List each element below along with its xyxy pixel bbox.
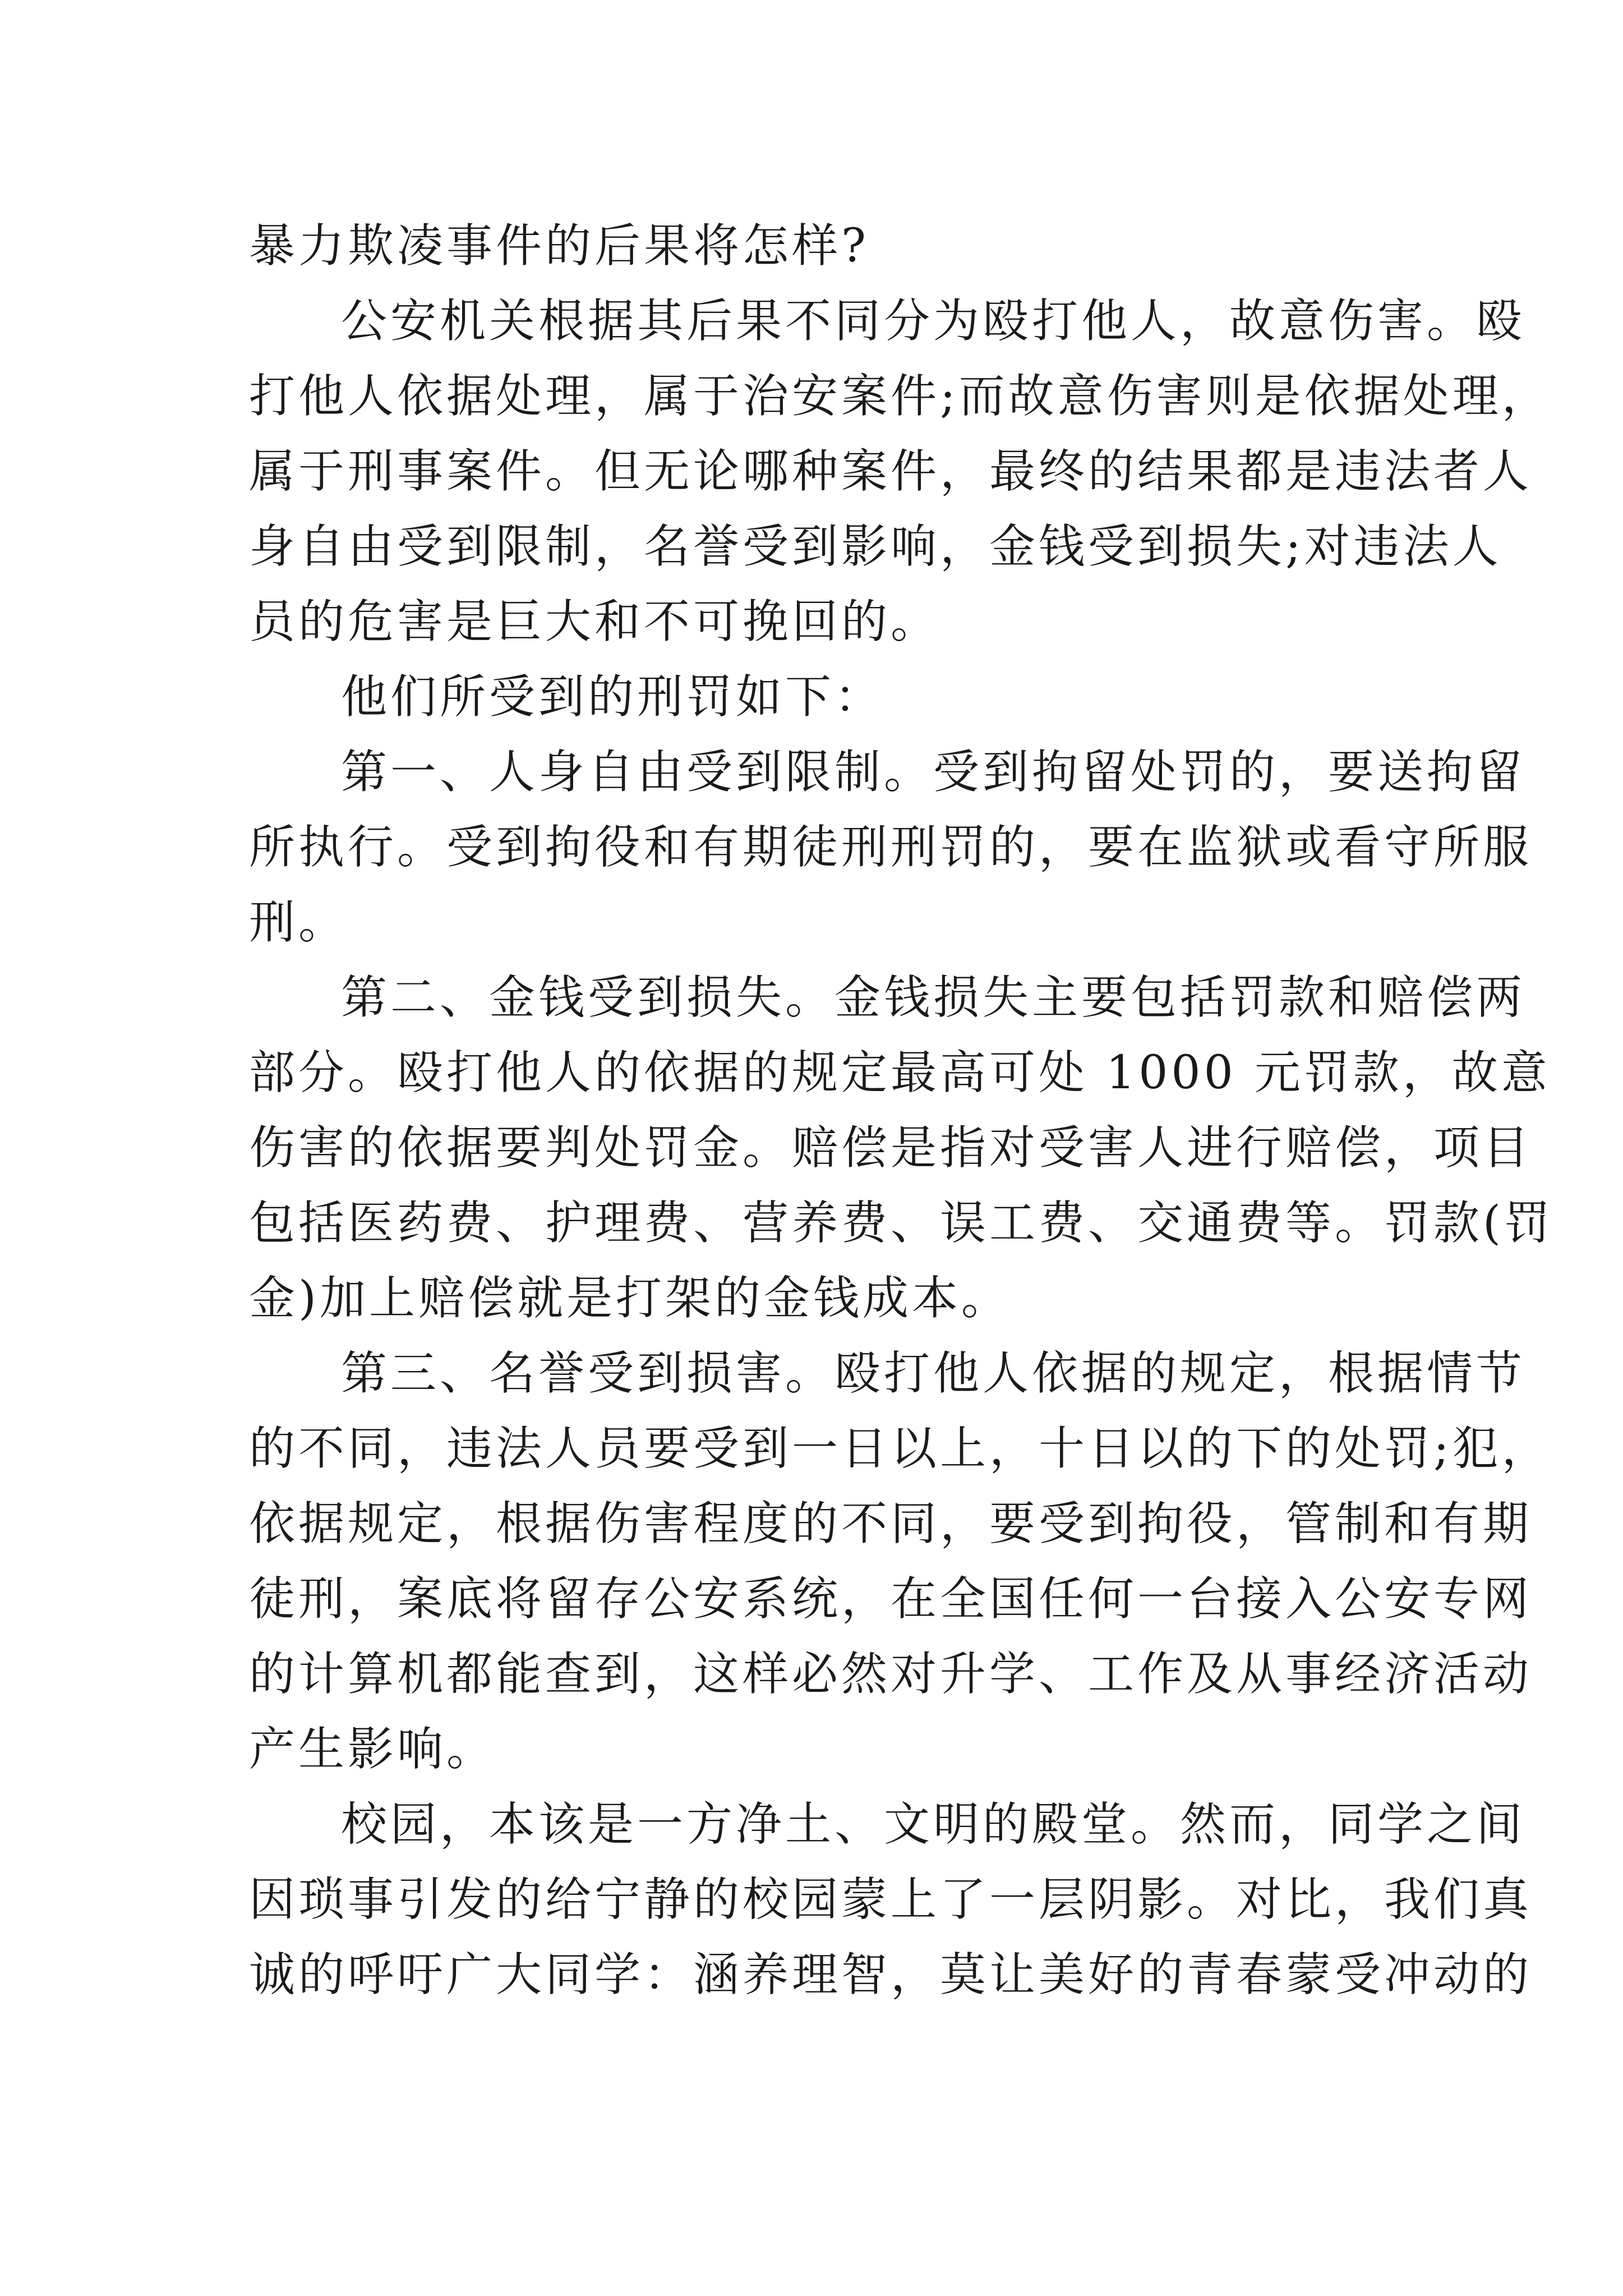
doc-line: 第一、人身自由受到限制。受到拘留处罚的，要送拘留 — [341, 746, 1526, 799]
doc-line: 身自由受到限制，名誉受到影响，金钱受到损失;对违法人 — [249, 520, 1502, 573]
doc-line: 徒刑，案底将留存公安系统，在全国任何一台接入公安专网 — [249, 1572, 1533, 1626]
doc-line: 的计算机都能查到，这样必然对升学、工作及从事经济活动 — [249, 1648, 1533, 1701]
doc-line: 员的危害是巨大和不可挽回的。 — [249, 595, 940, 648]
doc-line: 依据规定，根据伤害程度的不同，要受到拘役，管制和有期 — [249, 1497, 1533, 1550]
doc-line: 伤害的依据要判处罚金。赔偿是指对受害人进行赔偿，项目 — [249, 1121, 1533, 1175]
doc-line: 的不同，违法人员要受到一日以上，十日以的下的处罚;犯， — [249, 1422, 1551, 1475]
doc-line: 金)加上赔偿就是打架的金钱成本。 — [249, 1272, 1011, 1325]
doc-line: 属于刑事案件。但无论哪种案件，最终的结果都是违法者人 — [249, 445, 1533, 498]
doc-line: 打他人依据处理，属于治安案件;而故意伤害则是依据处理， — [249, 370, 1551, 423]
doc-line: 所执行。受到拘役和有期徒刑刑罚的，要在监狱或看守所服 — [249, 821, 1533, 874]
doc-line: 包括医药费、护理费、营养费、误工费、交通费等。罚款(罚 — [249, 1197, 1553, 1250]
doc-line: 公安机关根据其后果不同分为殴打他人，故意伤害。殴 — [341, 295, 1526, 348]
doc-line: 第三、名誉受到损害。殴打他人依据的规定，根据情节 — [341, 1347, 1526, 1400]
doc-line: 刑。 — [249, 896, 348, 949]
doc-line: 产生影响。 — [249, 1723, 496, 1776]
doc-line: 部分。殴打他人的依据的规定最高可处 1000 元罚款，故意 — [249, 1046, 1551, 1099]
doc-line: 他们所受到的刑罚如下： — [341, 670, 884, 724]
doc-line: 因琐事引发的给宁静的校园蒙上了一层阴影。对比，我们真 — [249, 1873, 1533, 1926]
doc-line: 诚的呼吁广大同学：涵养理智，莫让美好的青春蒙受冲动的 — [249, 1948, 1533, 2001]
doc-line: 第二、金钱受到损失。金钱损失主要包括罚款和赔偿两 — [341, 971, 1526, 1024]
doc-line: 校园，本该是一方净土、文明的殿堂。然而，同学之间 — [341, 1798, 1526, 1851]
doc-line: 暴力欺凌事件的后果将怎样? — [249, 219, 869, 273]
document-page — [249, 209, 1553, 2013]
